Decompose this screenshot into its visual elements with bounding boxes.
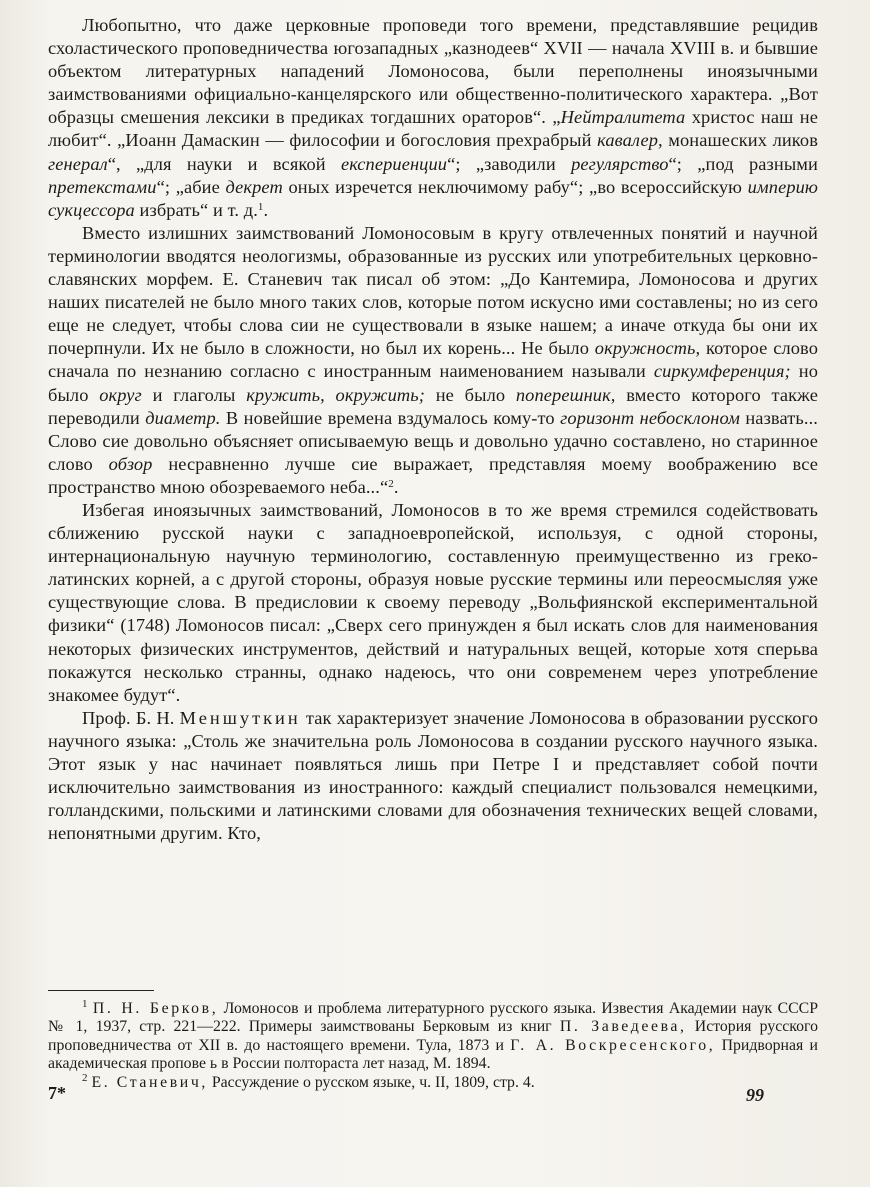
italic-term: горизонт небосклоном: [560, 407, 740, 428]
main-text: [48, 14, 818, 845]
italic-term: Нейтралитета: [560, 107, 686, 128]
italic-term: регулярство: [571, 153, 669, 174]
italic-term: диаметр.: [145, 407, 221, 428]
italic-term: сиркумференция;: [653, 361, 791, 382]
text-run: История русского проповедничества от XII в. до настоящего времени. Тула, 1873 и: [48, 1018, 818, 1054]
italic-term: округ: [99, 384, 142, 405]
text-run: и глаголы: [141, 384, 247, 405]
footnote-1: [48, 1000, 818, 1074]
text-run: “; „абие: [156, 176, 226, 197]
text-run: но было: [48, 361, 818, 405]
footnote-number: 2: [82, 1071, 88, 1084]
text-run: назвать... Слово сие довольно объясняет описываемую вещь и довольно удачно составлено, но старинное слово: [48, 407, 818, 474]
spaced-name: П. Заведеева,: [559, 1018, 687, 1036]
text-run: Вместо излишних заимствований Ломоносовым в кругу отвлеченных понятий и научной терминологии вводятся неологизмы, образованные из русских или употребительных церковно-славянских морфем. Е. Станевич так писал об этом: „До Кантемира, Ломоносова и других наших писателей не было много таких слов, которые потом искусно ими составлены; но из сего еще не следует, чтобы слова сии не существовали в языке нашем; а иначе откуда бы они их почерпнули. Их не было в сложности, но был их корень... Не было: [48, 222, 818, 359]
paragraph-2: [48, 222, 818, 499]
text-run: “, „для науки и всякой: [107, 153, 342, 174]
italic-term: декрет: [225, 176, 283, 197]
italic-term: експериенции: [341, 153, 448, 174]
text-run: Любопытно, что даже церковные проповеди того времени, представлявшие рецидив схоластического проповедничества югозападных „казнодеев“ XVII — начала XVIII в. и бывшие объектом литературных нападений Ломоносова, были переполнены иноязычными заимствованиями официально-канцелярского или общественно-политического характера. „Вот образцы смешения лексики в предиках тогдашних ораторов“. „: [48, 15, 818, 128]
text-run: оных изречется неключимому рабу“; „во всероссийскую: [282, 176, 748, 197]
italic-term: поперешник,: [515, 384, 616, 405]
text-run: христос наш не любит“. „Иоанн Дамаскин — философии и богословия прехрабрый: [48, 107, 819, 151]
text-run: В новейшие времена вздумалось кому-то: [220, 407, 561, 428]
text-run: несравненно лучше сие выражает, представляя моему воображению все пространство мною обозреваемого неба...“: [48, 453, 818, 497]
italic-term: империю сукцессора: [48, 176, 818, 220]
footnote-ref: 2: [388, 477, 394, 490]
italic-term: обзор: [108, 453, 153, 474]
spaced-name: Е. Станевич,: [91, 1073, 208, 1091]
text-run: Придворная и академическая пропове ь в России полтораста лет назад, М. 1894.: [48, 1036, 818, 1073]
text-run: так характеризует значение Ломоносова в образовании русского научного языка: „Столь же значительна роль Ломоносова в создании русского научного языка. Этот язык у нас начинает появляться лишь при Петре I и представляет собой почти исключительно заимствования из иностранного: каждый специалист пользовался немецкими, голландскими, польскими и латинскими словами для обозначения технических вещей словами, непонятными другим. Кто,: [48, 707, 818, 844]
spaced-name: Г. А. Воскресенского,: [510, 1036, 716, 1054]
italic-term: претекстами: [48, 176, 157, 197]
text-run: монашеских ликов: [662, 130, 818, 151]
text-run: Проф. Б. Н.: [82, 707, 180, 728]
italic-term: генерал: [48, 153, 108, 174]
text-run: избрать“ и т. д.: [134, 199, 258, 220]
paragraph-4: [48, 707, 818, 846]
footnote-number: 1: [82, 998, 88, 1010]
text-run: вместо которого также переводили: [48, 384, 818, 428]
italic-term: кружить, окружить;: [246, 384, 425, 405]
text-run: .: [393, 476, 399, 497]
footnote-divider: [48, 990, 154, 991]
text-run: “; „под разными: [668, 153, 818, 174]
text-run: которое слово сначала по незнанию согласно с иностранным наименованием называли: [48, 338, 818, 382]
spaced-name: П. Н. Берков,: [92, 1000, 219, 1017]
paragraph-1: [48, 14, 818, 222]
text-run: .: [263, 199, 269, 220]
page-number: 99: [746, 1085, 764, 1105]
text-run: Ломоносов и проблема литературного русского языка. Известия Академии наук СССР № 1, 1937, стр. 221—222. Примеры заимствованы Берковым из книг: [48, 1000, 818, 1036]
italic-term: кавалер,: [597, 130, 663, 151]
footnote-ref: 1: [257, 200, 264, 213]
paragraph-3: Избегая иноязычных заимствований, Ломоносов в то же время стремился содействовать сближению русской науки с западноевропейской, используя, с одной стороны, интернациональную научную терминологию, составленную преимущественно из греко-латинских корней, а с другой стороны, образуя новые русские термины или переосмысляя уже существующие слова. В предисловии к своему переводу „Вольфиянской експериментальной физики“ (1748) Ломоносов писал: „Сверх сего принужден я был искать слов для наименования некоторых физических инструментов, действий и натуральных вещей, которые хотя сперьва покажутся несколько странны, однако надеюсь, что они современем через употребление знакомее будут“.: [48, 499, 818, 705]
spaced-name: Меншуткин: [179, 707, 301, 728]
footnote-2: [48, 1071, 818, 1092]
text-run: “; „заводили: [447, 153, 572, 174]
italic-term: окружность,: [594, 338, 701, 359]
signature-mark: 7*: [48, 1083, 66, 1103]
footnotes: [48, 1000, 818, 1092]
text-run: Рассуждение о русском языке, ч. II, 1809, стр. 4.: [207, 1073, 535, 1091]
text-run: не было: [424, 384, 516, 405]
